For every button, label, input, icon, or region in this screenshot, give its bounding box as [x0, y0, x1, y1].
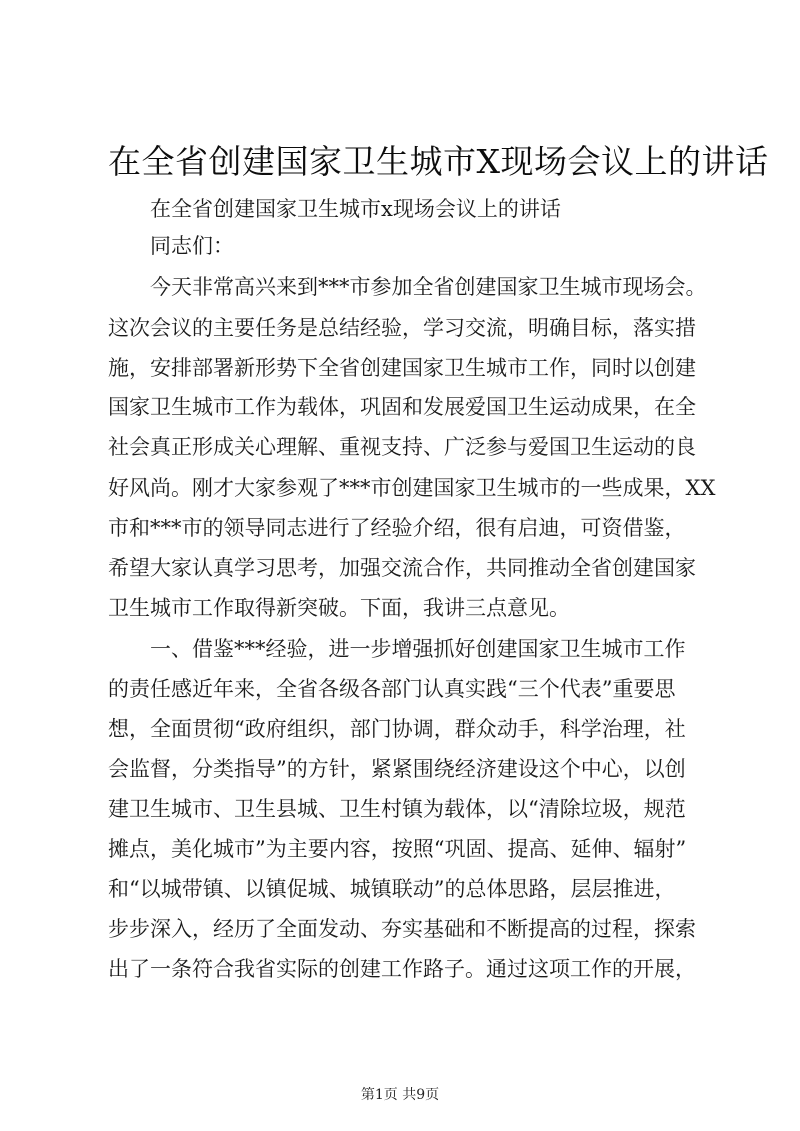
- page-footer: 第1页 共9页: [360, 1087, 440, 1103]
- body-line: 出了一条符合我省实际的创建工作路子。通过这项工作的开展，: [108, 957, 696, 981]
- body-line: 步步深入，经历了全面发动、夯实基础和不断提高的过程，探索: [108, 917, 696, 941]
- body-line: 这次会议的主要任务是总结经验，学习交流，明确目标，落实措: [108, 316, 696, 340]
- body-line: 社会真正形成关心理解、重视支持、广泛参与爱国卫生运动的良: [108, 435, 696, 459]
- body-line: 建卫生城市、卫生县城、卫生村镇为载体，以“清除垃圾，规范: [108, 797, 686, 821]
- body-line: 希望大家认真学习思考，加强交流合作，共同推动全省创建国家: [108, 556, 696, 580]
- body-line: 摊点，美化城市”为主要内容，按照“巩固、提高、延伸、辐射”: [108, 837, 687, 861]
- body-line: 会监督，分类指导”的方针，紧紧围绕经济建设这个中心，以创: [108, 757, 686, 781]
- body-line: 国家卫生城市工作为载体，巩固和发展爱国卫生运动成果，在全: [108, 395, 696, 419]
- body-line: 卫生城市工作取得新突破。下面，我讲三点意见。: [108, 596, 570, 620]
- body-line: 施，安排部署新形势下全省创建国家卫生城市工作，同时以创建: [108, 356, 696, 380]
- body-line: 今天非常高兴来到***市参加全省创建国家卫生城市现场会。: [150, 275, 707, 299]
- body-line: 市和***市的领导同志进行了经验介绍，很有启迪，可资借鉴，: [108, 516, 686, 540]
- document-title: 在全省创建国家卫生城市X现场会议上的讲话: [108, 142, 769, 181]
- body-line: 和“以城带镇、以镇促城、城镇联动”的总体思路，层层推进，: [108, 877, 676, 901]
- body-line: 一、借鉴***经验，进一步增强抓好创建国家卫生城市工作: [150, 637, 686, 661]
- document-subtitle: 在全省创建国家卫生城市x现场会议上的讲话: [150, 197, 561, 221]
- body-line: 的责任感近年来，全省各级各部门认真实践“三个代表”重要思: [108, 677, 676, 701]
- body-line: 想，全面贯彻“政府组织，部门协调，群众动手，科学治理，社: [108, 717, 686, 741]
- salutation: 同志们：: [150, 234, 234, 258]
- body-line: 好风尚。刚才大家参观了***市创建国家卫生城市的一些成果，XX: [108, 476, 716, 500]
